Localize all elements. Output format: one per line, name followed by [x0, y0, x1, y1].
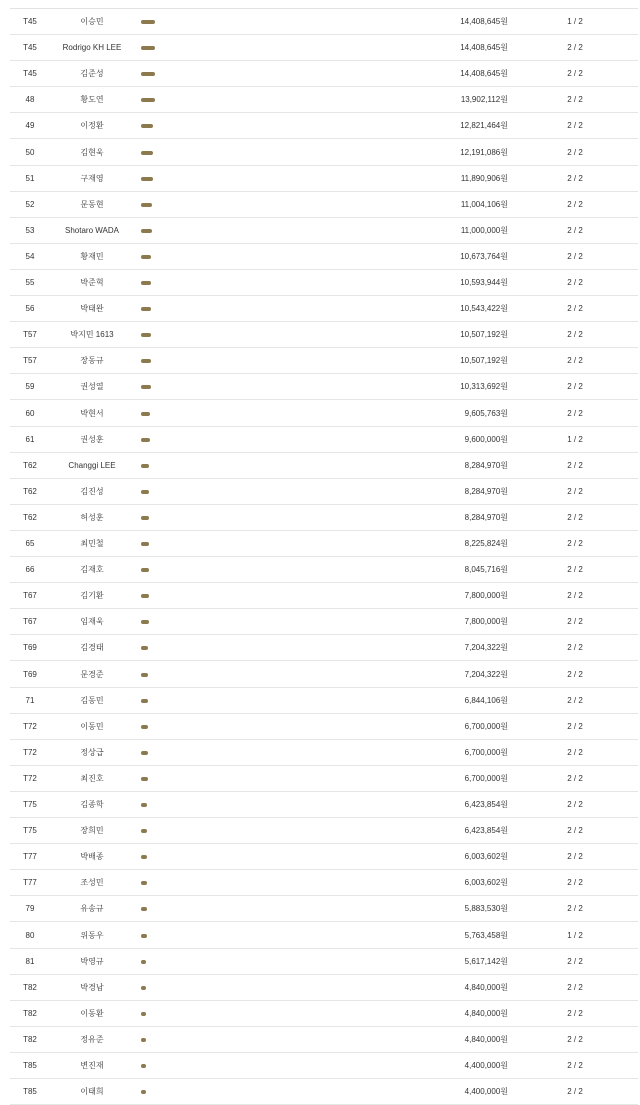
prize-bar-track	[141, 490, 181, 494]
prize-money-cell: 4,840,000원	[464, 982, 508, 992]
table-row	[0, 870, 640, 896]
rounds-cell: 2 / 2	[567, 591, 583, 601]
player-name-cell[interactable]: 박준혁	[80, 278, 104, 288]
rounds-cell: 1 / 2	[567, 930, 583, 940]
rank-cell: T82	[23, 1008, 37, 1018]
player-name-cell[interactable]: 김준성	[80, 69, 104, 79]
prize-bar	[141, 464, 149, 468]
rank-cell: 65	[25, 539, 35, 549]
table-row	[0, 61, 640, 87]
prize-bar	[141, 124, 153, 128]
rounds-cell: 2 / 2	[567, 251, 583, 261]
player-name-cell[interactable]: 최진호	[80, 773, 104, 783]
player-name-cell[interactable]: 이동환	[80, 1008, 104, 1018]
rank-cell: T57	[23, 356, 37, 366]
prize-money-cell: 6,700,000원	[464, 773, 508, 783]
prize-money-cell: 14,408,645원	[460, 43, 508, 53]
prize-bar-track	[141, 98, 181, 102]
rank-cell: 71	[25, 695, 35, 705]
prize-money-cell: 11,004,106원	[460, 199, 508, 209]
prize-bar-track	[141, 646, 181, 650]
rounds-cell: 2 / 2	[567, 695, 583, 705]
rounds-cell: 2 / 2	[567, 486, 583, 496]
player-name-cell[interactable]: 이승민	[80, 17, 104, 27]
prize-money-cell: 5,617,142원	[464, 956, 508, 966]
rank-cell: T82	[23, 1034, 37, 1044]
prize-money-cell: 6,003,602원	[464, 878, 508, 888]
prize-bar-track	[141, 751, 181, 755]
prize-bar	[141, 490, 149, 494]
player-name-cell[interactable]: 장희민	[80, 826, 104, 836]
table-row	[0, 714, 640, 740]
prize-bar-track	[141, 333, 181, 337]
table-row	[0, 35, 640, 61]
prize-money-cell: 4,400,000원	[464, 1061, 508, 1071]
prize-money-cell: 8,225,824원	[464, 539, 508, 549]
prize-bar-track	[141, 542, 181, 546]
rank-cell: T85	[23, 1061, 37, 1071]
rounds-cell: 2 / 2	[567, 852, 583, 862]
prize-bar	[141, 438, 150, 442]
rounds-cell: 2 / 2	[567, 304, 583, 314]
prize-bar	[141, 594, 149, 598]
rounds-cell: 2 / 2	[567, 43, 583, 53]
prize-bar	[141, 725, 148, 729]
prize-money-cell: 7,800,000원	[464, 617, 508, 627]
table-row	[0, 1053, 640, 1079]
prize-bar-track	[141, 359, 181, 363]
rounds-cell: 2 / 2	[567, 199, 583, 209]
rank-cell: T45	[23, 17, 37, 27]
player-name-cell[interactable]: 장동규	[80, 356, 104, 366]
rank-cell: 81	[25, 956, 35, 966]
prize-bar-track	[141, 568, 181, 572]
prize-money-cell: 6,700,000원	[464, 721, 508, 731]
prize-money-cell: 7,800,000원	[464, 591, 508, 601]
rank-cell: 48	[25, 95, 35, 105]
table-row	[0, 166, 640, 192]
player-name-cell[interactable]: Changgi LEE	[68, 460, 116, 470]
prize-bar	[141, 673, 148, 677]
player-name-cell[interactable]: 김종학	[80, 800, 104, 810]
prize-bar	[141, 855, 147, 859]
prize-bar	[141, 699, 148, 703]
rank-cell: 52	[25, 199, 35, 209]
rank-cell: T72	[23, 747, 37, 757]
player-name-cell[interactable]: 김동민	[80, 695, 104, 705]
prize-money-cell: 8,284,970원	[464, 486, 508, 496]
prize-bar-track	[141, 412, 181, 416]
table-row	[0, 218, 640, 244]
rank-cell: 54	[25, 251, 35, 261]
rank-cell: T77	[23, 878, 37, 888]
rounds-cell: 2 / 2	[567, 330, 583, 340]
prize-bar	[141, 1090, 146, 1094]
table-row	[0, 844, 640, 870]
table-row	[0, 740, 640, 766]
rank-cell: T62	[23, 512, 37, 522]
rounds-cell: 2 / 2	[567, 1008, 583, 1018]
prize-bar-track	[141, 1012, 181, 1016]
prize-money-cell: 10,507,192원	[460, 330, 508, 340]
rank-cell: 79	[25, 904, 35, 914]
rank-cell: 61	[25, 434, 35, 444]
player-name-cell[interactable]: 박현서	[80, 408, 104, 418]
prize-money-cell: 6,844,106원	[464, 695, 508, 705]
prize-bar	[141, 359, 151, 363]
player-name-cell[interactable]: 박태완	[80, 304, 104, 314]
prize-bar-track	[141, 20, 181, 24]
prize-bar-track	[141, 777, 181, 781]
prize-money-cell: 8,045,716원	[464, 565, 508, 575]
prize-bar-track	[141, 907, 181, 911]
table-row	[0, 766, 640, 792]
prize-money-cell: 7,204,322원	[464, 643, 508, 653]
table-row	[0, 1027, 640, 1053]
prize-bar-track	[141, 72, 181, 76]
rounds-cell: 2 / 2	[567, 721, 583, 731]
rank-cell: 56	[25, 304, 35, 314]
table-row	[0, 192, 640, 218]
prize-bar	[141, 934, 147, 938]
prize-bar-track	[141, 620, 181, 624]
prize-bar-track	[141, 203, 181, 207]
player-name-cell[interactable]: 위동우	[80, 930, 104, 940]
player-name-cell[interactable]: 이정환	[80, 121, 104, 131]
prize-bar	[141, 307, 151, 311]
table-row	[0, 270, 640, 296]
prize-money-cell: 4,840,000원	[464, 1008, 508, 1018]
rounds-cell: 2 / 2	[567, 225, 583, 235]
prize-bar	[141, 777, 148, 781]
prize-bar-track	[141, 829, 181, 833]
rounds-cell: 2 / 2	[567, 147, 583, 157]
player-name-cell[interactable]: 문동현	[80, 199, 104, 209]
rounds-cell: 1 / 2	[567, 17, 583, 27]
table-row	[0, 9, 640, 35]
rounds-cell: 2 / 2	[567, 565, 583, 575]
rounds-cell: 2 / 2	[567, 460, 583, 470]
table-row	[0, 427, 640, 453]
rank-cell: T69	[23, 669, 37, 679]
prize-bar-track	[141, 960, 181, 964]
prize-bar	[141, 229, 152, 233]
rounds-cell: 2 / 2	[567, 643, 583, 653]
rank-cell: 55	[25, 278, 35, 288]
prize-bar-track	[141, 229, 181, 233]
rank-cell: T45	[23, 69, 37, 79]
prize-bar	[141, 177, 153, 181]
prize-money-cell: 5,763,458원	[464, 930, 508, 940]
rank-cell: T69	[23, 643, 37, 653]
prize-bar	[141, 986, 146, 990]
rounds-cell: 2 / 2	[567, 278, 583, 288]
rounds-cell: 2 / 2	[567, 512, 583, 522]
prize-bar-track	[141, 725, 181, 729]
table-row	[0, 609, 640, 635]
player-name-cell[interactable]: 문경준	[80, 669, 104, 679]
rounds-cell: 2 / 2	[567, 904, 583, 914]
player-name-cell[interactable]: Rodrigo KH LEE	[62, 43, 122, 53]
prize-bar	[141, 333, 151, 337]
prize-money-cell: 10,313,692원	[460, 382, 508, 392]
prize-bar-track	[141, 986, 181, 990]
table-row	[0, 792, 640, 818]
prize-money-cell: 12,821,464원	[460, 121, 508, 131]
table-row	[0, 113, 640, 139]
prize-money-cell: 6,423,854원	[464, 826, 508, 836]
prize-bar	[141, 255, 151, 259]
player-name-cell[interactable]: 박배종	[80, 852, 104, 862]
rounds-cell: 1 / 2	[567, 434, 583, 444]
player-name-cell[interactable]: 김경태	[80, 643, 104, 653]
prize-bar	[141, 829, 147, 833]
rank-cell: T77	[23, 852, 37, 862]
prize-bar-track	[141, 934, 181, 938]
prize-bar	[141, 151, 153, 155]
player-name-cell[interactable]: 권성열	[80, 382, 104, 392]
player-name-cell[interactable]: 최민철	[80, 539, 104, 549]
player-name-cell[interactable]: 유송규	[80, 904, 104, 914]
rank-cell: T75	[23, 800, 37, 810]
table-row	[0, 896, 640, 922]
rank-cell: T75	[23, 826, 37, 836]
rank-cell: 49	[25, 121, 35, 131]
rounds-cell: 2 / 2	[567, 382, 583, 392]
player-name-cell[interactable]: 박영규	[80, 956, 104, 966]
rounds-cell: 2 / 2	[567, 69, 583, 79]
prize-bar-track	[141, 124, 181, 128]
prize-bar-track	[141, 1090, 181, 1094]
table-row	[0, 583, 640, 609]
table-row	[0, 87, 640, 113]
rounds-cell: 2 / 2	[567, 1087, 583, 1097]
rounds-cell: 2 / 2	[567, 121, 583, 131]
rank-cell: T62	[23, 460, 37, 470]
table-row	[0, 635, 640, 661]
prize-bar-track	[141, 881, 181, 885]
prize-money-cell: 7,204,322원	[464, 669, 508, 679]
prize-money-cell: 14,408,645원	[460, 69, 508, 79]
rounds-cell: 2 / 2	[567, 1061, 583, 1071]
prize-money-cell: 12,191,086원	[460, 147, 508, 157]
table-row	[0, 688, 640, 714]
rank-cell: T45	[23, 43, 37, 53]
rounds-cell: 2 / 2	[567, 826, 583, 836]
prize-bar-track	[141, 594, 181, 598]
prize-bar	[141, 385, 151, 389]
rounds-cell: 2 / 2	[567, 773, 583, 783]
prize-money-cell: 9,605,763원	[464, 408, 508, 418]
player-name-cell[interactable]: 이태희	[80, 1087, 104, 1097]
prize-bar	[141, 803, 147, 807]
prize-bar-track	[141, 1038, 181, 1042]
table-row	[0, 1001, 640, 1027]
prize-money-cell: 8,284,970원	[464, 460, 508, 470]
table-row	[0, 505, 640, 531]
prize-bar	[141, 907, 147, 911]
table-row	[0, 1079, 640, 1105]
player-name-cell[interactable]: 정유준	[80, 1034, 104, 1044]
prize-bar	[141, 1012, 146, 1016]
prize-bar-track	[141, 151, 181, 155]
table-row	[0, 296, 640, 322]
prize-bar-track	[141, 46, 181, 50]
prize-bar	[141, 203, 152, 207]
rounds-cell: 2 / 2	[567, 669, 583, 679]
rank-cell: 66	[25, 565, 35, 575]
prize-bar-track	[141, 803, 181, 807]
prize-bar	[141, 98, 155, 102]
prize-bar	[141, 516, 149, 520]
player-name-cell[interactable]: 황재민	[80, 251, 104, 261]
prize-money-cell: 11,890,906원	[460, 173, 508, 183]
player-name-cell[interactable]: 이동민	[80, 721, 104, 731]
prize-money-cell: 10,673,764원	[460, 251, 508, 261]
table-row	[0, 557, 640, 583]
prize-bar	[141, 281, 151, 285]
prize-bar-track	[141, 438, 181, 442]
player-name-cell[interactable]: 구재영	[80, 173, 104, 183]
table-row	[0, 348, 640, 374]
prize-money-cell: 10,507,192원	[460, 356, 508, 366]
prize-bar-track	[141, 673, 181, 677]
prize-bar	[141, 46, 155, 50]
table-row	[0, 949, 640, 975]
table-row	[0, 975, 640, 1001]
rank-cell: T85	[23, 1087, 37, 1097]
table-row	[0, 401, 640, 427]
rounds-cell: 2 / 2	[567, 800, 583, 810]
table-row	[0, 244, 640, 270]
prize-money-cell: 14,408,645원	[460, 17, 508, 27]
prize-bar-track	[141, 1064, 181, 1068]
prize-bar	[141, 20, 155, 24]
prize-bar-track	[141, 177, 181, 181]
prize-money-cell: 10,593,944원	[460, 278, 508, 288]
rounds-cell: 2 / 2	[567, 408, 583, 418]
rank-cell: 53	[25, 225, 35, 235]
prize-bar	[141, 568, 149, 572]
player-name-cell[interactable]: 황도연	[80, 95, 104, 105]
prize-bar	[141, 620, 149, 624]
prize-money-cell: 8,284,970원	[464, 512, 508, 522]
prize-bar	[141, 646, 148, 650]
player-name-cell[interactable]: 김기환	[80, 591, 104, 601]
rounds-cell: 2 / 2	[567, 1034, 583, 1044]
rank-cell: T72	[23, 721, 37, 731]
rounds-cell: 2 / 2	[567, 173, 583, 183]
prize-bar	[141, 960, 146, 964]
prize-bar-track	[141, 855, 181, 859]
player-name-cell[interactable]: 김현욱	[80, 147, 104, 157]
table-row	[0, 479, 640, 505]
prize-bar-track	[141, 516, 181, 520]
rank-cell: 60	[25, 408, 35, 418]
prize-bar-track	[141, 307, 181, 311]
prize-bar	[141, 542, 149, 546]
rank-cell: T72	[23, 773, 37, 783]
rounds-cell: 2 / 2	[567, 539, 583, 549]
prize-money-cell: 6,423,854원	[464, 800, 508, 810]
table-row	[0, 531, 640, 557]
player-name-cell[interactable]: 임재욱	[80, 617, 104, 627]
prize-money-cell: 5,883,530원	[464, 904, 508, 914]
player-name-cell[interactable]: 허성훈	[80, 512, 104, 522]
prize-bar	[141, 1038, 146, 1042]
rank-cell: T57	[23, 330, 37, 340]
player-name-cell[interactable]: Shotaro WADA	[65, 225, 119, 235]
prize-money-cell: 10,543,422원	[460, 304, 508, 314]
rank-cell: T67	[23, 617, 37, 627]
prize-bar-track	[141, 699, 181, 703]
prize-money-cell: 4,840,000원	[464, 1034, 508, 1044]
rounds-cell: 2 / 2	[567, 878, 583, 888]
prize-money-cell: 6,700,000원	[464, 747, 508, 757]
player-name-cell[interactable]: 조성민	[80, 878, 104, 888]
prize-money-cell: 13,902,112원	[460, 95, 508, 105]
rank-cell: 59	[25, 382, 35, 392]
prize-bar-track	[141, 385, 181, 389]
prize-bar	[141, 1064, 146, 1068]
rounds-cell: 2 / 2	[567, 95, 583, 105]
rank-cell: 80	[25, 930, 35, 940]
table-row	[0, 322, 640, 348]
table-row	[0, 140, 640, 166]
table-row	[0, 923, 640, 949]
prize-bar	[141, 72, 155, 76]
table-row	[0, 374, 640, 400]
rank-cell: T62	[23, 486, 37, 496]
rank-cell: 51	[25, 173, 35, 183]
player-name-cell[interactable]: 정상급	[80, 747, 104, 757]
rank-cell: T67	[23, 591, 37, 601]
player-name-cell[interactable]: 권성훈	[80, 434, 104, 444]
rounds-cell: 2 / 2	[567, 982, 583, 992]
rank-cell: 50	[25, 147, 35, 157]
prize-bar-track	[141, 255, 181, 259]
player-name-cell[interactable]: 김진성	[80, 486, 104, 496]
rank-cell: T82	[23, 982, 37, 992]
table-row	[0, 453, 640, 479]
prize-money-cell: 11,000,000원	[460, 225, 508, 235]
prize-money-cell: 6,003,602원	[464, 852, 508, 862]
prize-money-cell: 9,600,000원	[464, 434, 508, 444]
rounds-cell: 2 / 2	[567, 356, 583, 366]
rounds-cell: 2 / 2	[567, 617, 583, 627]
prize-bar-track	[141, 464, 181, 468]
rounds-cell: 2 / 2	[567, 956, 583, 966]
prize-money-cell: 4,400,000원	[464, 1087, 508, 1097]
player-name-cell[interactable]: 변진재	[80, 1061, 104, 1071]
player-name-cell[interactable]: 박지민 1613	[70, 330, 114, 340]
prize-bar	[141, 881, 147, 885]
table-row	[0, 662, 640, 688]
prize-bar	[141, 751, 148, 755]
prize-bar-track	[141, 281, 181, 285]
player-name-cell[interactable]: 박경남	[80, 982, 104, 992]
rounds-cell: 2 / 2	[567, 747, 583, 757]
player-name-cell[interactable]: 김재호	[80, 565, 104, 575]
table-row	[0, 818, 640, 844]
prize-bar	[141, 412, 150, 416]
